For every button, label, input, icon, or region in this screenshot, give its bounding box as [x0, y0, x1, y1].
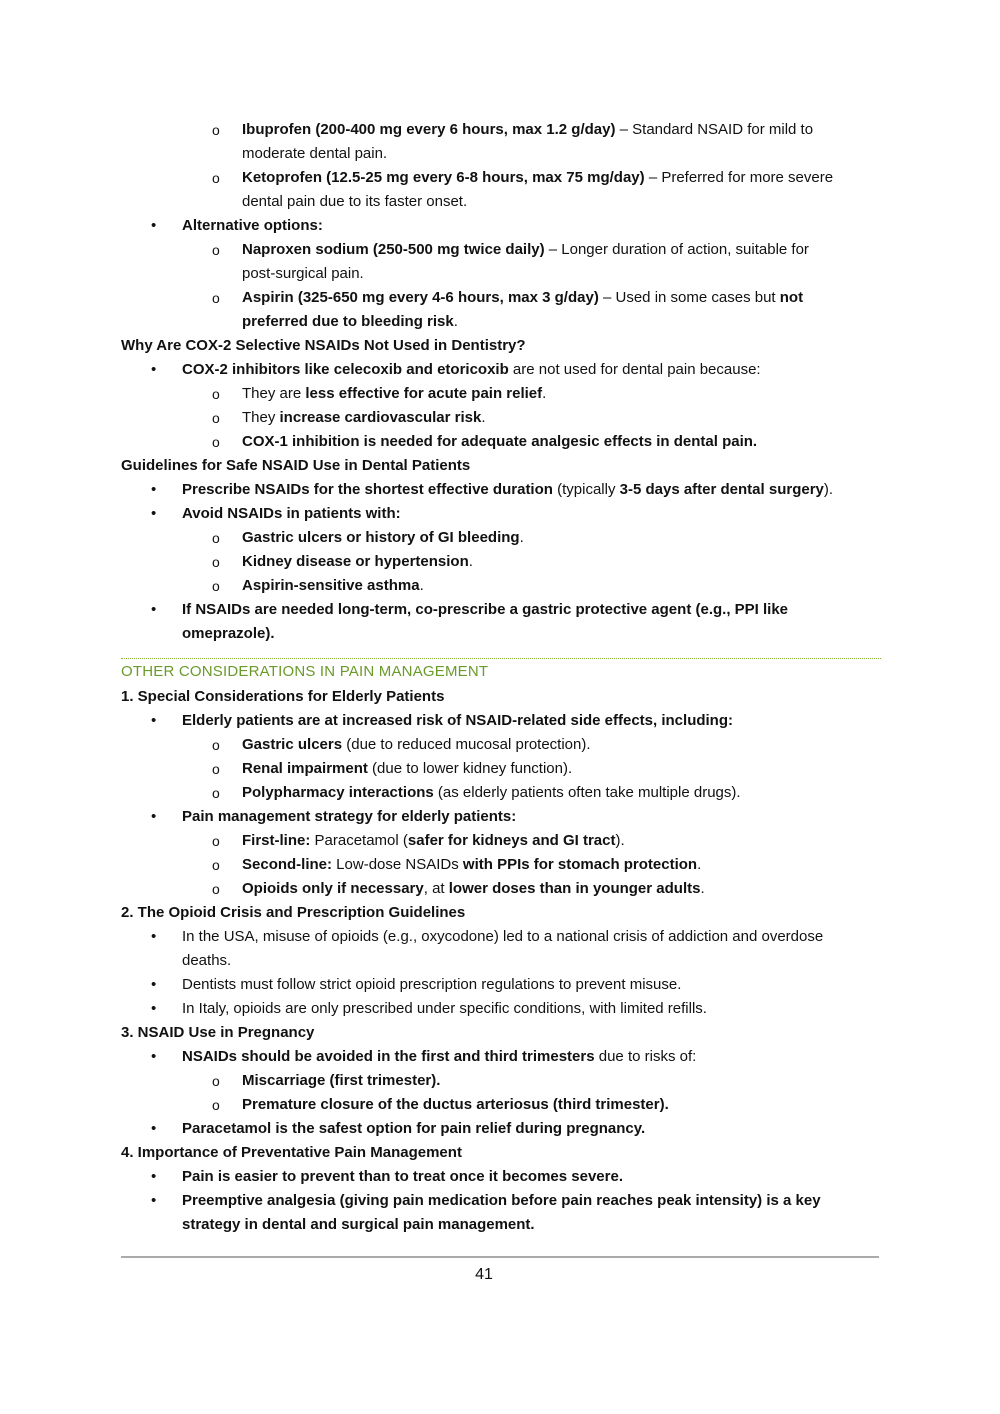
aspirin-asthma-bold: Aspirin-sensitive asthma: [242, 577, 420, 594]
ketoprofen-desc: – Preferred for more severe: [644, 169, 834, 186]
naproxen-desc-cont: post-surgical pain.: [242, 265, 364, 282]
circle-bullet-icon: o: [212, 785, 220, 801]
list-item-aspirin-asthma: [121, 574, 881, 598]
opioid-heading: 2. The Opioid Crisis and Prescription Guidelines: [121, 904, 466, 921]
list-item-opioids-only: [121, 877, 881, 901]
list-item-usa-opioids: [121, 925, 881, 949]
bullet-icon: •: [151, 928, 157, 945]
list-item-elderly-strategy: [121, 805, 881, 829]
circle-bullet-icon: o: [212, 410, 220, 426]
ibuprofen-dose: Ibuprofen (200-400 mg every 6 hours, max 1.2 g/day): [242, 121, 616, 138]
list-item-paracetamol-safest: [121, 1117, 881, 1141]
cox2-reason-2-bold: increase cardiovascular risk: [279, 409, 482, 426]
list-item-elderly-gastric: [121, 733, 881, 757]
circle-bullet-icon: o: [212, 833, 220, 849]
preemptive-line-1: Preemptive analgesia (giving pain medication before pain reaches peak intensity) is a key: [182, 1192, 821, 1209]
list-item-second-line: [121, 853, 881, 877]
list-item-miscarriage: [121, 1069, 881, 1093]
aspirin-dose: Aspirin (325-650 mg every 4-6 hours, max 3 g/day): [242, 289, 599, 306]
list-item-continuation: [121, 262, 881, 286]
elderly-gastric-rest: (due to reduced mucosal protection).: [342, 736, 591, 753]
list-item-shortest-duration: [121, 478, 881, 502]
preemptive-line-2: strategy in dental and surgical pain management.: [182, 1216, 535, 1233]
list-item-cox2-reason-3: [121, 430, 881, 454]
circle-bullet-icon: o: [212, 1097, 220, 1113]
shortest-duration-days: 3-5 days after dental surgery: [619, 481, 824, 498]
circle-bullet-icon: o: [212, 737, 220, 753]
usa-opioids-line-1: In the USA, misuse of opioids (e.g., oxycodone) led to a national crisis of addiction and overdose: [182, 928, 824, 945]
bullet-icon: •: [151, 1168, 157, 1185]
bullet-icon: •: [151, 1048, 157, 1065]
ketoprofen-dose: Ketoprofen (12.5-25 mg every 6-8 hours, max 75 mg/day): [242, 169, 645, 186]
pregnancy-avoid-rest: due to risks of:: [594, 1048, 697, 1065]
preventative-heading: 4. Importance of Preventative Pain Management: [121, 1144, 462, 1161]
circle-bullet-icon: o: [212, 290, 220, 306]
circle-bullet-icon: o: [212, 857, 220, 873]
footer-divider: [121, 1256, 879, 1258]
pregnancy-avoid-bold: NSAIDs should be avoided in the first and third trimesters: [182, 1048, 595, 1065]
list-item-ibuprofen: [121, 118, 881, 142]
section-title: OTHER CONSIDERATIONS IN PAIN MANAGEMENT: [121, 663, 489, 680]
list-item-elderly-polypharmacy: [121, 781, 881, 805]
list-item-kidney-disease: [121, 550, 881, 574]
list-item-dentists-regulations: [121, 973, 881, 997]
guidelines-heading: Guidelines for Safe NSAID Use in Dental Patients: [121, 457, 471, 474]
naproxen-desc: – Longer duration of action, suitable for: [544, 241, 809, 258]
list-item-continuation: [121, 310, 881, 334]
circle-bullet-icon: o: [212, 170, 220, 186]
miscarriage-text: Miscarriage (first trimester).: [242, 1072, 441, 1089]
cox2-reason-1-end: .: [542, 385, 547, 402]
aspirin-desc-cont: preferred due to bleeding risk: [242, 313, 454, 330]
prevent-easier-text: Pain is easier to prevent than to treat once it becomes severe.: [182, 1168, 623, 1185]
first-line-bold2: safer for kidneys and GI tract: [407, 832, 616, 849]
cox2-heading: Why Are COX-2 Selective NSAIDs Not Used in Dentistry?: [121, 337, 526, 354]
dentists-regulations-text: Dentists must follow strict opioid prescription regulations to prevent misuse.: [182, 976, 682, 993]
list-item-naproxen: [121, 238, 881, 262]
shortest-duration-bold: Prescribe NSAIDs for the shortest effective duration: [182, 481, 553, 498]
gastric-ulcers-end: .: [519, 529, 524, 546]
elderly-strategy-label: Pain management strategy for elderly patients:: [182, 808, 517, 825]
kidney-disease-bold: Kidney disease or hypertension: [242, 553, 469, 570]
opioids-only-bold: Opioids only if necessary: [242, 880, 424, 897]
list-item-ductus: [121, 1093, 881, 1117]
cox2-reason-1-pre: They are: [242, 385, 306, 402]
circle-bullet-icon: o: [212, 578, 220, 594]
ketoprofen-desc-cont: dental pain due to its faster onset.: [242, 193, 468, 210]
first-line-end: ).: [615, 832, 625, 849]
list-item-cox2-reason-2: [121, 406, 881, 430]
first-line-label: First-line:: [242, 832, 311, 849]
list-item-italy-opioids: [121, 997, 881, 1021]
list-item-pregnancy-avoid: [121, 1045, 881, 1069]
list-item-gastric-ulcers: [121, 526, 881, 550]
circle-bullet-icon: o: [212, 434, 220, 450]
list-item-continuation: [121, 949, 881, 973]
list-item-first-line: [121, 829, 881, 853]
list-item-continuation: [121, 622, 881, 646]
circle-bullet-icon: o: [212, 761, 220, 777]
bullet-icon: •: [151, 712, 157, 729]
list-item-aspirin: [121, 286, 881, 310]
second-line-bold2: with PPIs for stomach protection: [462, 856, 698, 873]
first-line-mid: Paracetamol (: [310, 832, 408, 849]
shortest-duration-end: ).: [823, 481, 834, 498]
opioids-only-bold2: lower doses than in younger adults: [448, 880, 701, 897]
gastric-ulcers-bold: Gastric ulcers or history of GI bleeding: [242, 529, 520, 546]
bullet-icon: •: [151, 481, 157, 498]
paracetamol-safest-text: Paracetamol is the safest option for pain relief during pregnancy.: [182, 1120, 646, 1137]
list-item-avoid-nsaids: [121, 502, 881, 526]
cox2-reason-2-pre: They: [242, 409, 280, 426]
elderly-polypharmacy-rest: (as elderly patients often take multiple drugs).: [433, 784, 741, 801]
list-item-elderly-renal: [121, 757, 881, 781]
list-item-continuation: [121, 142, 881, 166]
list-item-continuation: [121, 1213, 881, 1237]
circle-bullet-icon: o: [212, 881, 220, 897]
circle-bullet-icon: o: [212, 554, 220, 570]
bullet-icon: •: [151, 505, 157, 522]
elderly-gastric-bold: Gastric ulcers: [242, 736, 343, 753]
ibuprofen-desc: – Standard NSAID for mild to: [615, 121, 814, 138]
cox2-inhibitors-bold: COX-2 inhibitors like celecoxib and etoricoxib: [182, 361, 509, 378]
aspirin-desc: – Used in some cases but: [598, 289, 780, 306]
bullet-icon: •: [151, 217, 157, 234]
bullet-icon: •: [151, 1120, 157, 1137]
page-number: 41: [475, 1266, 493, 1283]
opioids-only-end: .: [700, 880, 705, 897]
kidney-disease-end: .: [468, 553, 473, 570]
long-term-line-2: omeprazole).: [182, 625, 275, 642]
aspirin-not: not: [779, 289, 804, 306]
list-item-continuation: [121, 190, 881, 214]
list-item-ketoprofen: [121, 166, 881, 190]
ibuprofen-desc-cont: moderate dental pain.: [242, 145, 388, 162]
ductus-text: Premature closure of the ductus arteriosus (third trimester).: [242, 1096, 669, 1113]
list-item-alternative-options: [121, 214, 881, 238]
avoid-nsaids-label: Avoid NSAIDs in patients with:: [182, 505, 401, 522]
circle-bullet-icon: o: [212, 1073, 220, 1089]
list-item-long-term: [121, 598, 881, 622]
pregnancy-heading: 3. NSAID Use in Pregnancy: [121, 1024, 315, 1041]
usa-opioids-line-2: deaths.: [182, 952, 232, 969]
elderly-risk-text: Elderly patients are at increased risk of NSAID-related side effects, including:: [182, 712, 734, 729]
bullet-icon: •: [151, 1192, 157, 1209]
elderly-renal-bold: Renal impairment: [242, 760, 368, 777]
cox2-inhibitors-rest: are not used for dental pain because:: [508, 361, 761, 378]
bullet-icon: •: [151, 976, 157, 993]
bullet-icon: •: [151, 1000, 157, 1017]
second-line-mid: Low-dose NSAIDs: [332, 856, 463, 873]
cox2-reason-1-bold: less effective for acute pain relief: [305, 385, 543, 402]
cox2-reason-3-bold: COX-1 inhibition is needed for adequate analgesic effects in dental pain.: [242, 433, 758, 450]
aspirin-desc-end: .: [453, 313, 458, 330]
second-line-end: .: [697, 856, 702, 873]
shortest-duration-mid: (typically: [552, 481, 620, 498]
alternative-options-label: Alternative options:: [182, 217, 323, 234]
bullet-icon: •: [151, 601, 157, 618]
elderly-polypharmacy-bold: Polypharmacy interactions: [242, 784, 434, 801]
document-page: [121, 118, 881, 1237]
circle-bullet-icon: o: [212, 122, 220, 138]
circle-bullet-icon: o: [212, 530, 220, 546]
elderly-renal-rest: (due to lower kidney function).: [367, 760, 573, 777]
circle-bullet-icon: o: [212, 242, 220, 258]
opioids-only-mid: , at: [423, 880, 449, 897]
elderly-heading: 1. Special Considerations for Elderly Patients: [121, 688, 445, 705]
list-item-elderly-risk: [121, 709, 881, 733]
naproxen-dose: Naproxen sodium (250-500 mg twice daily): [242, 241, 545, 258]
italy-opioids-text: In Italy, opioids are only prescribed under specific conditions, with limited refills.: [182, 1000, 707, 1017]
long-term-line-1: If NSAIDs are needed long-term, co-prescribe a gastric protective agent (e.g., PPI like: [182, 601, 789, 618]
list-item-cox2-inhibitors: [121, 358, 881, 382]
aspirin-asthma-end: .: [419, 577, 424, 594]
bullet-icon: •: [151, 361, 157, 378]
bullet-icon: •: [151, 808, 157, 825]
list-item-cox2-reason-1: [121, 382, 881, 406]
second-line-label: Second-line:: [242, 856, 333, 873]
cox2-reason-2-end: .: [481, 409, 486, 426]
list-item-preemptive: [121, 1189, 881, 1213]
list-item-prevent-easier: [121, 1165, 881, 1189]
circle-bullet-icon: o: [212, 386, 220, 402]
